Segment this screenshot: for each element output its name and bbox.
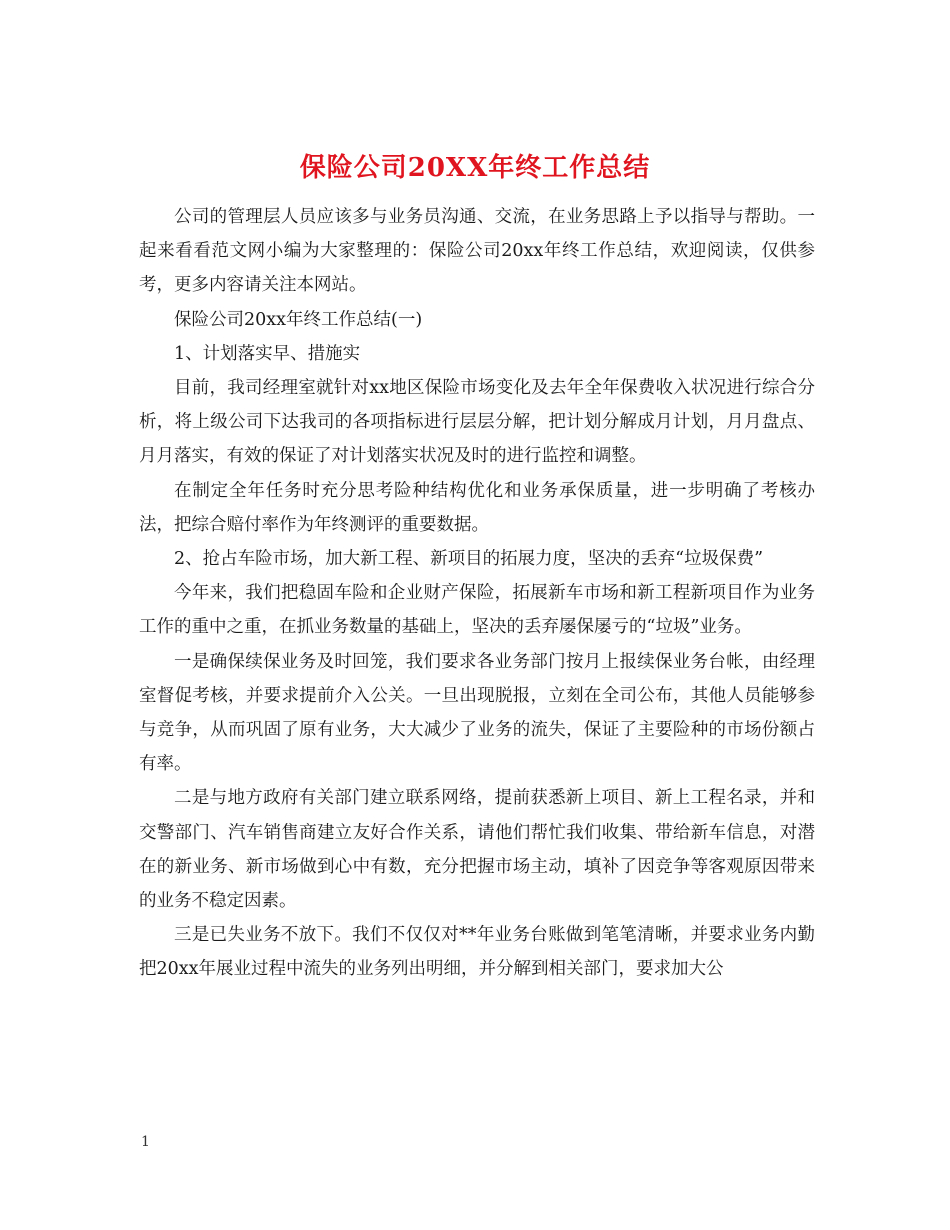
document-body bbox=[139, 200, 815, 987]
paragraph-section-heading: 保险公司20xx年终工作总结(一) bbox=[174, 309, 423, 330]
paragraph-intro: 公司的管理层人员应该多与业务员沟通、交流，在业务思路上予以指导与帮助。一起来看看范文网小编为大家整理的：保险公司20xx年终工作总结，欢迎阅读，仅供参考，更多内容请关注本网站。 bbox=[139, 207, 815, 296]
document-title: 保险公司20XX年终工作总结 bbox=[299, 153, 651, 184]
paragraph-point-3: 三是已失业务不放下。我们不仅仅对**年业务台账做到笔笔清晰，并要求业务内勤把20xx年展业过程中流失的业务列出明细，并分解到相关部门，要求加大公 bbox=[139, 925, 815, 980]
paragraph-item-1-heading: 1、计划落实早、措施实 bbox=[174, 343, 361, 364]
paragraph-point-1: 一是确保续保业务及时回笼，我们要求各业务部门按月上报续保业务台帐，由经理室督促考核，并要求提前介入公关。一旦出现脱报，立刻在全司公布，其他人员能够参与竞争，从而巩固了原有业务，大大减少了业务的流失，保证了主要险种的市场份额占有率。 bbox=[139, 651, 815, 775]
paragraph-point-2: 二是与地方政府有关部门建立联系网络，提前获悉新上项目、新上工程名录，并和交警部门、汽车销售商建立友好合作关系，请他们帮忙我们收集、带给新车信息，对潜在的新业务、新市场做到心中有数，充分把握市场主动，填补了因竞争等客观原因带来的业务不稳定因素。 bbox=[139, 788, 815, 912]
paragraph-item-2-body: 今年来，我们把稳固车险和企业财产保险，拓展新车市场和新工程新项目作为业务工作的重中之重，在抓业务数量的基础上，坚决的丢弃屡保屡亏的“垃圾”业务。 bbox=[139, 583, 815, 638]
paragraph-item-2-heading: 2、抢占车险市场，加大新工程、新项目的拓展力度，坚决的丢弃“垃圾保费” bbox=[174, 549, 764, 570]
paragraph-item-1-body: 目前，我司经理室就针对xx地区保险市场变化及去年全年保费收入状况进行综合分析，将上级公司下达我司的各项指标进行层层分解，把计划分解成月计划，月月盘点、月月落实，有效的保证了对计划落实状况及时的进行监控和调整。 bbox=[139, 378, 815, 467]
page-number: 1 bbox=[141, 1134, 150, 1150]
paragraph-item-1-task: 在制定全年任务时充分思考险种结构优化和业务承保质量，进一步明确了考核办法，把综合赔付率作为年终测评的重要数据。 bbox=[139, 480, 815, 535]
